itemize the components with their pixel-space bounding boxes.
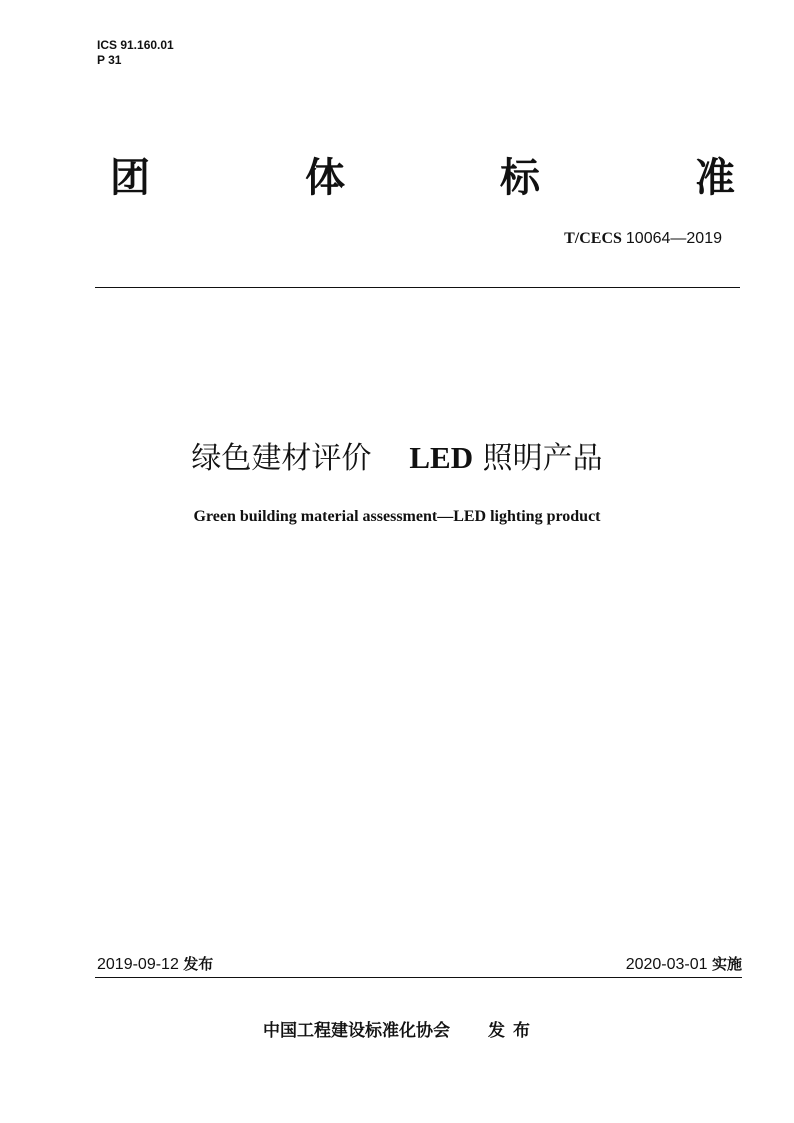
implementation-date: 2020-03-01: [625, 956, 708, 973]
standard-type-char: 准: [695, 155, 735, 201]
title-chinese-latin: LED: [409, 440, 474, 475]
publisher-action: 发布: [488, 1021, 538, 1041]
top-divider: [95, 287, 740, 288]
standard-number: [564, 230, 722, 248]
title-chinese-rest: 照明产品: [482, 441, 603, 476]
ccs-code: P 31: [97, 53, 122, 67]
standard-number-value: 10064—2019: [625, 230, 722, 247]
classification-codes: [97, 38, 174, 68]
title-chinese: [0, 436, 794, 481]
title-chinese-main: 绿色建材评价: [191, 441, 372, 476]
issue-date-line: [97, 953, 213, 974]
bottom-divider: [95, 977, 742, 978]
implementation-label: 实施: [711, 955, 742, 973]
title-english: Green building material assessment—LED lighting product: [193, 508, 601, 525]
ics-code: ICS 91.160.01: [97, 38, 174, 52]
standard-type-char: 体: [305, 155, 345, 201]
issue-label: 发布: [183, 955, 214, 973]
implementation-date-line: [626, 953, 742, 974]
publisher-name: 中国工程建设标准化协会: [263, 1021, 450, 1041]
issue-date: 2019-09-12: [97, 956, 179, 973]
standard-type-heading: [110, 152, 735, 204]
standard-type-char: 团: [110, 155, 150, 201]
standard-type-char: 标: [500, 155, 540, 201]
standard-number-prefix: T/CECS: [564, 230, 622, 247]
publisher-line: [263, 1016, 538, 1041]
